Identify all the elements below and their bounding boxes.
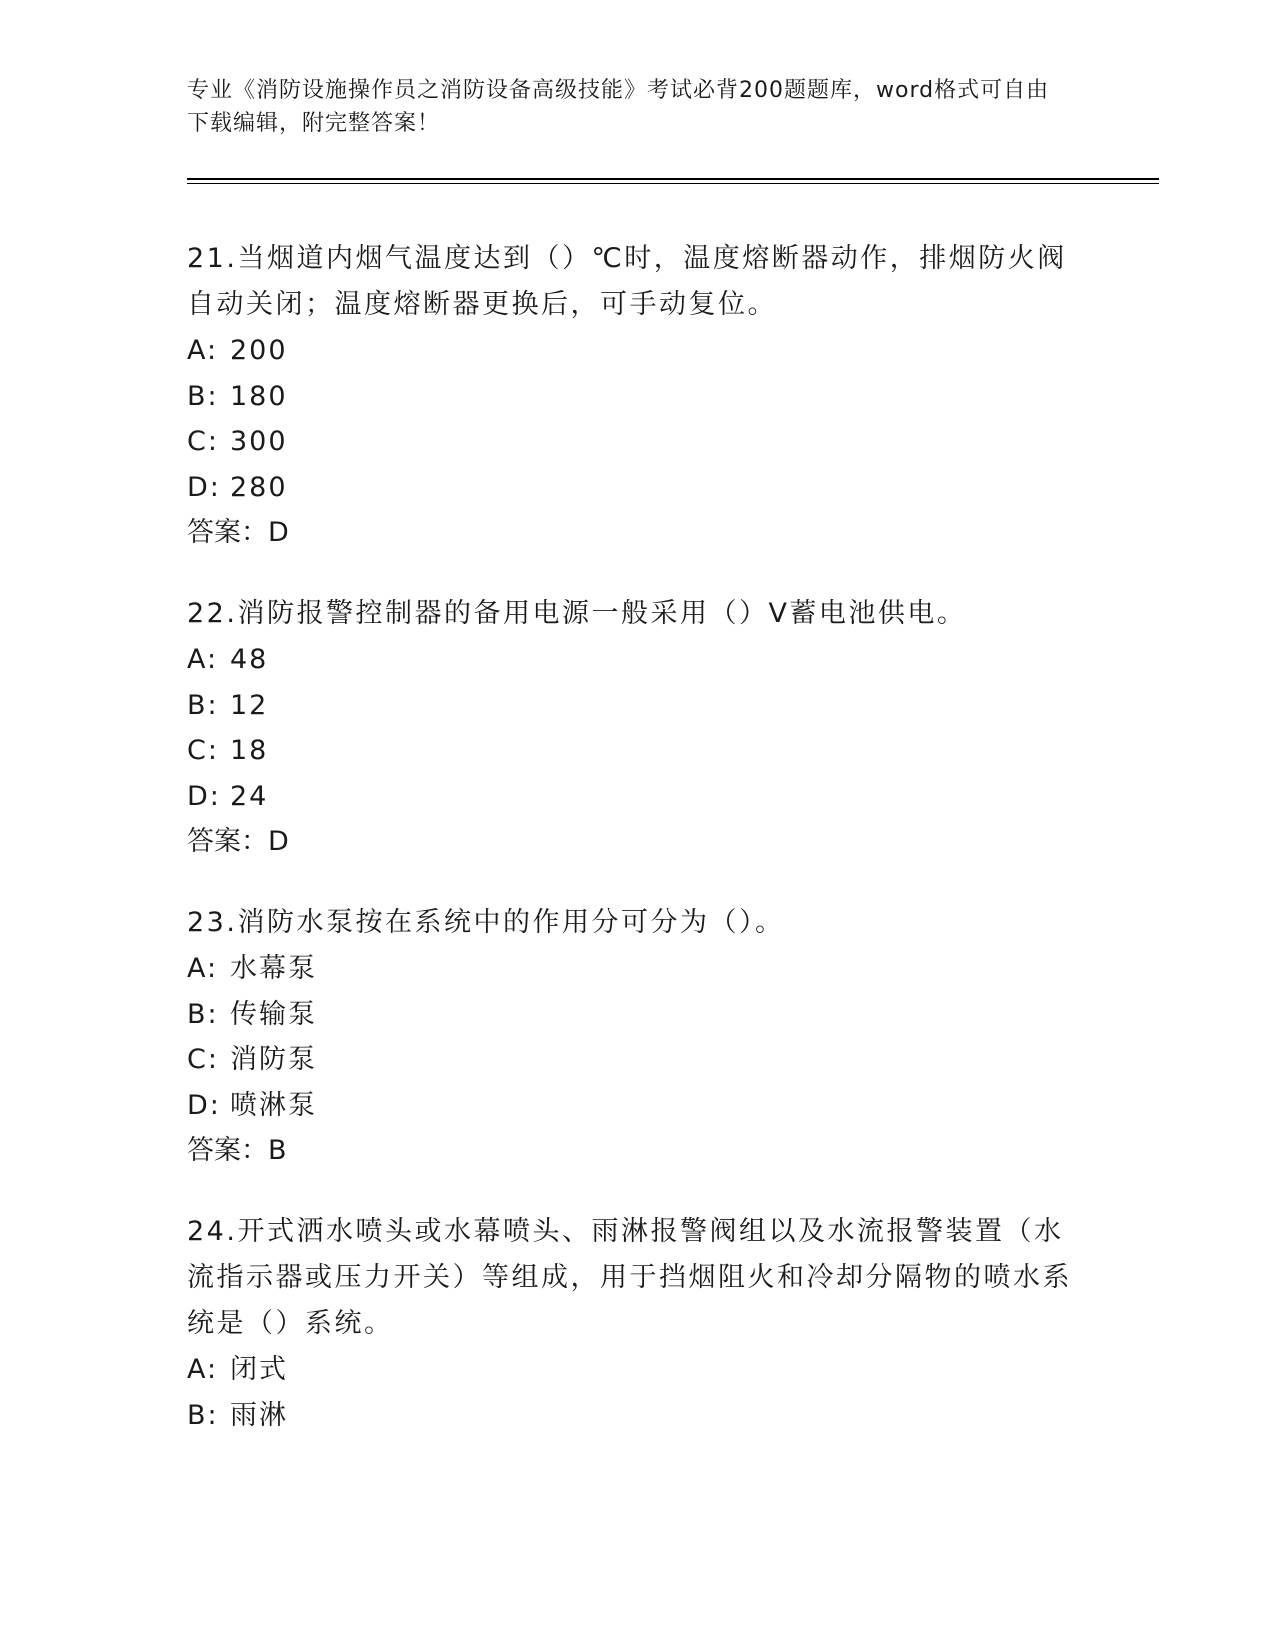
option-d — [187, 465, 1087, 511]
option-letter: A: — [187, 335, 219, 366]
option-a — [187, 637, 1087, 683]
document-header: 专业《消防设施操作员之消防设备高级技能》考试必背200题题库，word格式可自由下载编辑，附完整答案！ — [187, 78, 1050, 136]
option-text: 18 — [230, 735, 269, 766]
question-24 — [187, 1209, 1087, 1438]
question-stem: 22.消防报警控制器的备用电源一般采用（）V蓄电池供电。 — [187, 598, 967, 629]
option-letter: C: — [187, 426, 219, 457]
option-text: 12 — [230, 689, 269, 721]
option-text: 48 — [230, 644, 269, 675]
option-letter: C: — [187, 1044, 219, 1075]
answer-line: 答案：B — [187, 1135, 287, 1166]
option-b — [187, 683, 1087, 729]
option-letter: B: — [187, 998, 219, 1030]
option-letter: A: — [187, 644, 219, 675]
question-stem: 24.开式洒水喷头或水幕喷头、雨淋报警阀组以及水流报警装置（水流指示器或压力开关）等组成，用于挡烟阻火和冷却分隔物的喷水系统是（）系统。 — [187, 1216, 1072, 1339]
option-text: 闭式 — [230, 1354, 288, 1385]
question-stem: 23.消防水泵按在系统中的作用分可分为（）。 — [187, 907, 785, 938]
option-b — [187, 1393, 1087, 1439]
question-23 — [187, 900, 1087, 1174]
question-list — [187, 236, 1087, 1473]
option-letter: D: — [187, 780, 221, 812]
option-text: 传输泵 — [230, 998, 317, 1030]
option-c — [187, 1037, 1087, 1083]
option-a — [187, 1347, 1087, 1393]
option-d — [187, 774, 1087, 820]
option-text: 雨淋 — [230, 1399, 288, 1431]
question-stem: 21.当烟道内烟气温度达到（）℃时，温度熔断器动作，排烟防火阀自动关闭；温度熔断器更换后，可手动复位。 — [187, 243, 1067, 320]
option-d — [187, 1083, 1087, 1129]
header-divider-thin — [187, 183, 1159, 184]
option-c — [187, 728, 1087, 774]
option-text: 消防泵 — [230, 1044, 317, 1075]
option-text: 喷淋泵 — [230, 1089, 317, 1121]
option-c — [187, 419, 1087, 465]
option-b — [187, 992, 1087, 1038]
option-text: 200 — [230, 335, 288, 366]
option-text: 水幕泵 — [230, 953, 317, 984]
option-letter: A: — [187, 953, 219, 984]
option-text: 180 — [230, 380, 288, 412]
option-letter: B: — [187, 689, 219, 721]
option-letter: B: — [187, 380, 219, 412]
option-letter: D: — [187, 471, 221, 503]
option-b — [187, 374, 1087, 420]
answer-line: 答案：D — [187, 826, 289, 857]
answer-line: 答案：D — [187, 517, 289, 548]
option-letter: D: — [187, 1089, 221, 1121]
header-divider — [187, 178, 1159, 180]
option-text: 24 — [230, 780, 269, 812]
option-letter: B: — [187, 1399, 219, 1431]
question-22 — [187, 591, 1087, 865]
option-a — [187, 946, 1087, 992]
option-a — [187, 328, 1087, 374]
question-21 — [187, 236, 1087, 556]
option-text: 300 — [230, 426, 288, 457]
option-text: 280 — [230, 471, 288, 503]
option-letter: C: — [187, 735, 219, 766]
option-letter: A: — [187, 1354, 219, 1385]
